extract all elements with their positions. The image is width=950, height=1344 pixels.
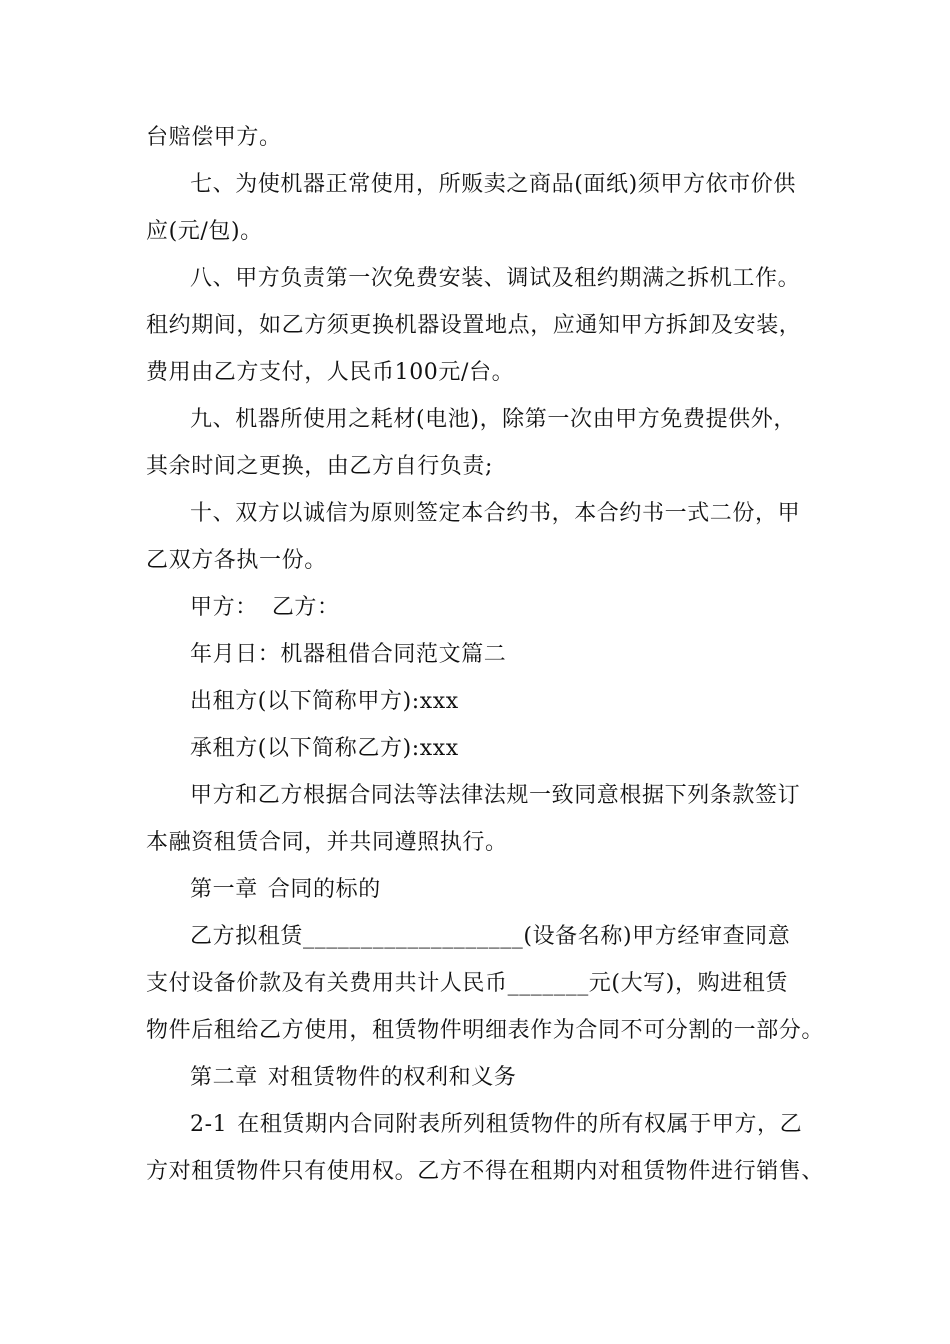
clause-2-1-text: 在租赁期内合同附表所列租赁物件的所有权属于甲方，乙 <box>237 1112 803 1137</box>
chapter-2-number: 第二章 <box>190 1065 258 1090</box>
clause-10-line-2: 乙双方各执一份。 <box>146 548 327 573</box>
clause-7-line-1: 七、为使机器正常使用，所贩卖之商品(面纸)须甲方依市价供 <box>190 172 796 197</box>
chapter-1-number: 第一章 <box>190 877 258 902</box>
clause-8-line-1: 八、甲方负责第一次免费安装、调试及租约期满之拆机工作。 <box>190 266 801 291</box>
text-line: 台赔偿甲方。 <box>146 125 282 150</box>
clause-2-1-line-1 <box>190 1110 802 1140</box>
chapter-1-line-3: 物件后租给乙方使用，租赁物件明细表作为合同不可分割的一部分。 <box>146 1018 825 1043</box>
party-b-label: 乙方： <box>271 595 340 620</box>
clause-8-line-3: 费用由乙方支付，人民币100元/台。 <box>146 360 515 385</box>
clause-2-1-line-2: 方对租赁物件只有使用权。乙方不得在租期内对租赁物件进行销售、 <box>146 1159 825 1184</box>
chapter-1-line-2: 支付设备价款及有关费用共计人民币_______元(大写)，购进租赁 <box>146 971 788 996</box>
chapter-1-heading <box>190 875 381 905</box>
lessor-line: 出租方(以下简称甲方):xxx <box>190 689 459 714</box>
clause-7-line-2: 应(元/包)。 <box>146 219 263 244</box>
clause-9-line-2: 其余时间之更换，由乙方自行负责; <box>146 454 494 479</box>
date-title-line: 年月日：机器租借合同范文篇二 <box>190 642 507 667</box>
chapter-1-line-1: 乙方拟租赁___________________(设备名称)甲方经审查同意 <box>190 924 791 949</box>
preamble-line-2: 本融资租赁合同，并共同遵照执行。 <box>146 830 508 855</box>
lessee-line: 承租方(以下简称乙方):xxx <box>190 736 459 761</box>
signature-line <box>190 593 340 623</box>
chapter-1-title: 合同的标的 <box>267 877 381 902</box>
clause-8-line-2: 租约期间，如乙方须更换机器设置地点，应通知甲方拆卸及安装， <box>146 313 802 338</box>
party-a-label: 甲方： <box>190 595 258 620</box>
chapter-2-heading <box>190 1063 516 1093</box>
clause-2-1-number: 2-1 <box>190 1112 228 1137</box>
chapter-2-title: 对租赁物件的权利和义务 <box>267 1065 517 1090</box>
preamble-line-1: 甲方和乙方根据合同法等法律法规一致同意根据下列条款签订 <box>190 783 801 808</box>
clause-9-line-1: 九、机器所使用之耗材(电池)，除第一次由甲方免费提供外， <box>190 407 796 432</box>
clause-10-line-1: 十、双方以诚信为原则签定本合约书，本合约书一式二份，甲 <box>190 501 801 526</box>
